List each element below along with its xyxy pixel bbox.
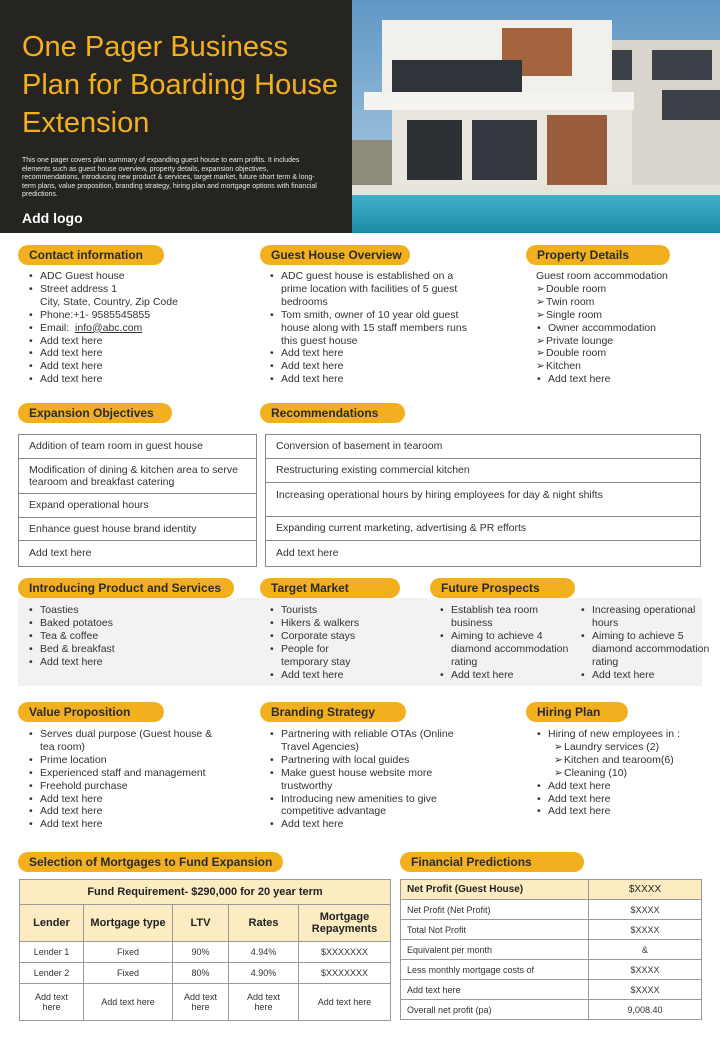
list-item: • Add text here [580,669,710,682]
financial-table [400,879,702,1020]
arrow-icon: ➢ [536,295,545,308]
guest-house-overview-list [269,270,469,386]
list-item: Enhance guest house brand identity [19,518,256,541]
list-item: • Partnering with reliable OTAs (Online Travel Agencies) [269,728,469,754]
table-row: Less monthly mortgage costs of $XXXX [401,960,702,980]
mortgage-title: Selection of Mortgages to Fund Expansion [18,852,283,872]
list-item: ➢Single room [536,308,603,321]
list-item [28,322,243,335]
list-item: • Experienced staff and management [28,767,228,780]
list-item: • Add text here [28,335,243,348]
list-item: • Bed & breakfast [28,643,228,656]
list-item: • Prime location [28,754,228,767]
list-item: Add text here [276,547,339,560]
list-item: • Add text here [28,656,228,669]
list-item: • Add text here [269,373,469,386]
property-details-title: Property Details [526,245,670,265]
list-item: • Street address 1 [28,283,243,296]
page-description: This one pager covers plan summary of expanding guest house to earn profits. It includes elements such as guest house overview, property details, expansion objectives, recommendations, introducing new product & services, target market, future short term & long-term plans, value proposition, branding strategy, hiring plan and mortgage options with financial predictions. [22,157,317,199]
arrow-icon: ➢ [554,766,563,779]
arrow-icon: ➢ [536,360,545,373]
list-item: • Add text here [28,373,243,386]
list-item: • Add text here [536,805,716,818]
arrow-icon: ➢ [536,282,545,295]
hiring-plan-title: Hiring Plan [526,702,628,722]
list-item: Conversion of basement in tearoom [266,435,700,459]
list-item: ➢Double room [536,282,607,295]
list-item: Modification of dining & kitchen area to serve tearoom and breakfast catering [19,459,256,494]
mortgage-table [19,879,391,1021]
list-item: • Toasties [28,604,228,617]
expansion-objectives-box [18,434,257,567]
list-item: City, State, Country, Zip Code [40,295,178,308]
contact-info-list [28,270,243,386]
list-item: ➢Private lounge [536,334,614,347]
table-row: Add text here $XXXX [401,980,702,1000]
future-prospects-title: Future Prospects [430,578,575,598]
financial-predictions-title: Financial Predictions [400,852,584,872]
list-item: • Add text here [269,360,469,373]
branding-strategy-list [269,728,469,831]
list-item: • ADC guest house is established on a prime location with facilities of 5 guest bedrooms [269,270,469,309]
list-item: • Add text here [269,669,379,682]
products-services-title: Introducing Product and Services [18,578,234,598]
column-header: LTV [173,905,229,942]
list-item: • Add text here [536,373,716,386]
list-item: ➢Double room [536,347,607,360]
value-proposition-title: Value Proposition [18,702,164,722]
table-row: Net Profit (Guest House) $XXXX [401,880,702,900]
table-row: Add text here Add text here Add text here Add text here Add text here [20,984,391,1021]
list-item: • Add text here [536,780,716,793]
expansion-objectives-title: Expansion Objectives [18,403,172,423]
list-item: ➢Kitchen and tearoom(6) [554,753,674,766]
list-item: • Add text here [28,805,228,818]
table-row: Net Profit (Net Profit) $XXXX [401,900,702,920]
column-header: Mortgage Repayments [299,905,391,942]
page-title: One Pager Business Plan for Boarding House Extension [22,31,338,139]
list-item: • Tourists [269,604,379,617]
house-photo [352,0,720,233]
column-header: Rates [229,905,299,942]
list-item: • Partnering with local guides [269,754,469,767]
list-item: • Add text here [269,347,469,360]
list-item: • Serves dual purpose (Guest house & tea room) [28,728,228,754]
list-item: • Add text here [269,818,469,831]
column-header: Lender [20,905,84,942]
list-item: • Make guest house website more trustworthy [269,767,469,793]
fund-requirement: Fund Requirement- $290,000 for 20 year term [20,880,391,905]
hiring-plan-list [536,728,716,818]
list-item: ➢Laundry services (2) [554,740,660,753]
list-item: • Add text here [28,818,228,831]
list-item: Guest room accommodation [536,270,668,282]
property-details-list [536,270,716,386]
list-item: • Phone:+1- 9585545855 [28,309,243,322]
list-item: • Add text here [28,347,243,360]
products-services-list [28,604,228,669]
guest-house-overview-title: Guest House Overview [260,245,410,265]
list-item: Expanding current marketing, advertising & PR efforts [266,517,700,541]
list-item: ➢Cleaning (10) [554,766,628,779]
list-item: ➢Kitchen [536,360,582,373]
list-item: • Add text here [28,793,228,806]
email-link[interactable]: info@abc.com [75,321,143,334]
future-prospects-list-1 [439,604,569,681]
list-item: • Hikers & walkers [269,617,379,630]
list-item: • Hiring of new employees in : [536,728,716,741]
list-item: Add text here [29,547,92,560]
recommendations-box [265,434,701,567]
list-item: Expand operational hours [19,494,256,518]
list-item: • Establish tea room business [439,604,569,630]
table-row: Equivalent per month & [401,940,702,960]
arrow-icon: ➢ [554,740,563,753]
list-item: • ADC Guest house [28,270,243,283]
list-item: • People for temporary stay [269,643,379,669]
email-label: Email: [40,321,70,334]
logo-placeholder: Add logo [22,210,83,226]
arrow-icon: ➢ [536,334,545,347]
list-item: • Owner accommodation [536,322,716,335]
list-item: ➢Twin room [536,295,595,308]
future-prospects-list-2 [580,604,710,681]
list-item: Increasing operational hours by hiring employees for day & night shifts [266,483,700,517]
table-row: Total Not Profit $XXXX [401,920,702,940]
arrow-icon: ➢ [536,308,545,321]
list-item: Addition of team room in guest house [19,435,256,459]
list-item: • Tea & coffee [28,630,228,643]
target-market-title: Target Market [260,578,400,598]
list-item: • Add text here [536,793,716,806]
table-row: Lender 1 Fixed 90% 4.94% $XXXXXXX [20,942,391,963]
recommendations-title: Recommendations [260,403,405,423]
list-item: • Add text here [28,360,243,373]
list-item: Restructuring existing commercial kitchen [266,459,700,483]
branding-strategy-title: Branding Strategy [260,702,406,722]
list-item: • Corporate stays [269,630,379,643]
arrow-icon: ➢ [554,753,563,766]
table-row: Overall net profit (pa) 9,008.40 [401,1000,702,1020]
list-item: • Add text here [439,669,569,682]
list-item: • Freehold purchase [28,780,228,793]
list-item: • Baked potatoes [28,617,228,630]
contact-info-title: Contact information [18,245,164,265]
table-row: Lender 2 Fixed 80% 4.90% $XXXXXXX [20,963,391,984]
target-market-list [269,604,379,681]
list-item: • Aiming to achieve 4 diamond accommodation rating [439,630,569,669]
list-item: • Tom smith, owner of 10 year old guest house along with 15 staff members runs this guest house [269,309,469,348]
list-item: • Increasing operational hours [580,604,710,630]
header-panel [0,0,352,233]
arrow-icon: ➢ [536,347,545,360]
column-header: Mortgage type [84,905,173,942]
list-item: • Introducing new amenities to give competitive advantage [269,793,469,819]
value-proposition-list [28,728,228,831]
list-item: • Aiming to achieve 5 diamond accommodation rating [580,630,710,669]
